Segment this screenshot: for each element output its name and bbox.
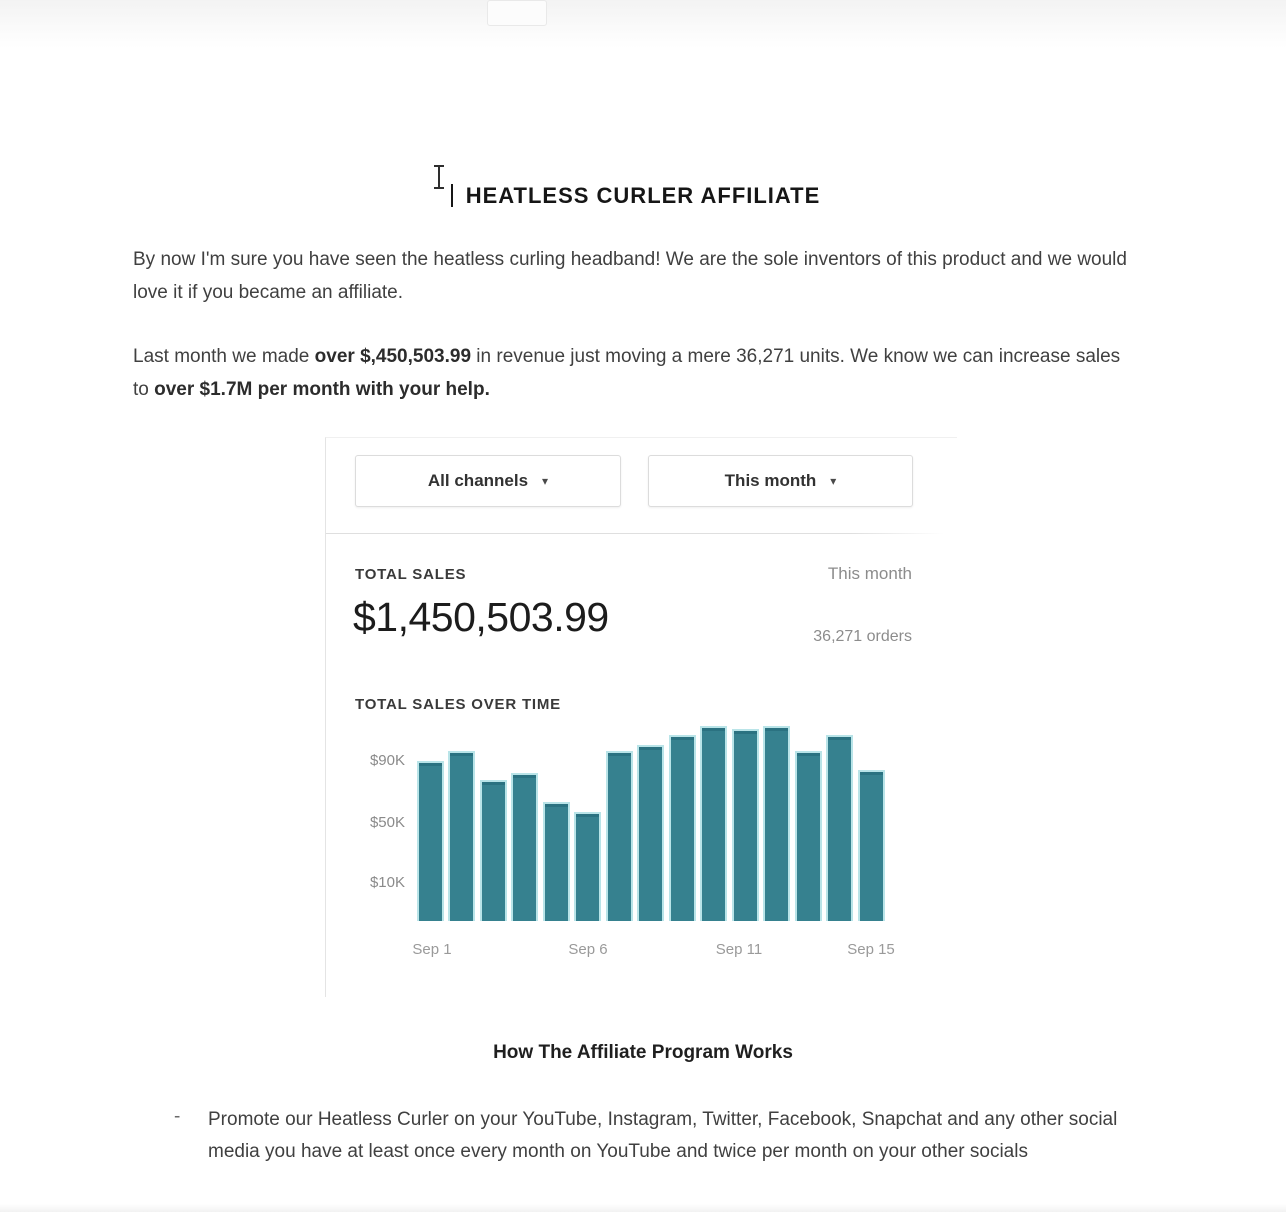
channel-filter-label: All channels [427,471,529,490]
total-sales-period: This month [827,564,912,583]
y-tick-label: $50K [369,814,405,831]
chart-title: TOTAL SALES OVER TIME [355,696,561,713]
revenue-bold-goal: over $1.7M per month with your help. [154,379,490,400]
top-center-tab [487,0,547,26]
y-tick-label: $10K [369,874,405,891]
total-sales-amount: $1,450,503.99 [353,594,609,640]
y-tick-label: $90K [369,752,405,769]
revenue-bold-amount: over $,450,503.99 [314,346,472,367]
chart-bar [574,812,601,921]
chart-bar [448,751,475,921]
chart-bar [669,735,696,921]
channel-filter-dropdown[interactable] [355,455,621,507]
chart-bar [480,780,507,921]
chart-bar [826,735,853,921]
x-tick-label: Sep 11 [715,941,763,958]
period-filter-dropdown[interactable] [648,455,913,507]
chart-bar [795,751,822,921]
bullet-text: Promote our Heatless Curler on your YouTube, Instagram, Twitter, Facebook, Snapchat and any other social media you have at least once every month on YouTube and twice per month on your other socials [208,1109,1118,1162]
chart-bar [858,770,885,921]
x-tick-label: Sep 15 [847,941,895,958]
bullet-marker: - [174,1106,181,1127]
revenue-text-segment: in revenue just moving a mere 36,271 units. We know we can increase sales to [133,346,1121,400]
orders-count: 36,271 orders [813,628,912,645]
intro-paragraph: By now I'm sure you have seen the heatless curling headband! We are the sole inventors of this product and we would love it if you became an affiliate. [133,249,1127,303]
top-strip [0,0,1286,48]
chart-bar [637,745,664,921]
chart-bar [763,726,790,921]
chart-bar [543,802,570,921]
x-tick-label: Sep 1 [412,941,452,958]
section-heading: How The Affiliate Program Works [493,1042,793,1063]
chart-bar [417,761,444,921]
page-title: HEATLESS CURLER AFFILIATE [465,183,821,208]
period-filter-label: This month [724,471,817,490]
chart-bar [606,751,633,921]
chart-bar [511,773,538,921]
bottom-strip [0,1204,1286,1212]
chart-bar [700,726,727,921]
analytics-card [325,437,957,997]
sales-bar-chart [416,723,888,921]
total-sales-label: TOTAL SALES [355,566,467,583]
chevron-down-icon: ▾ [542,474,549,488]
chevron-down-icon: ▾ [830,474,837,488]
revenue-paragraph [133,340,1138,406]
card-divider [326,533,944,534]
x-tick-label: Sep 6 [568,941,608,958]
revenue-text-segment: Last month we made [133,346,315,367]
chart-bar [732,729,759,921]
